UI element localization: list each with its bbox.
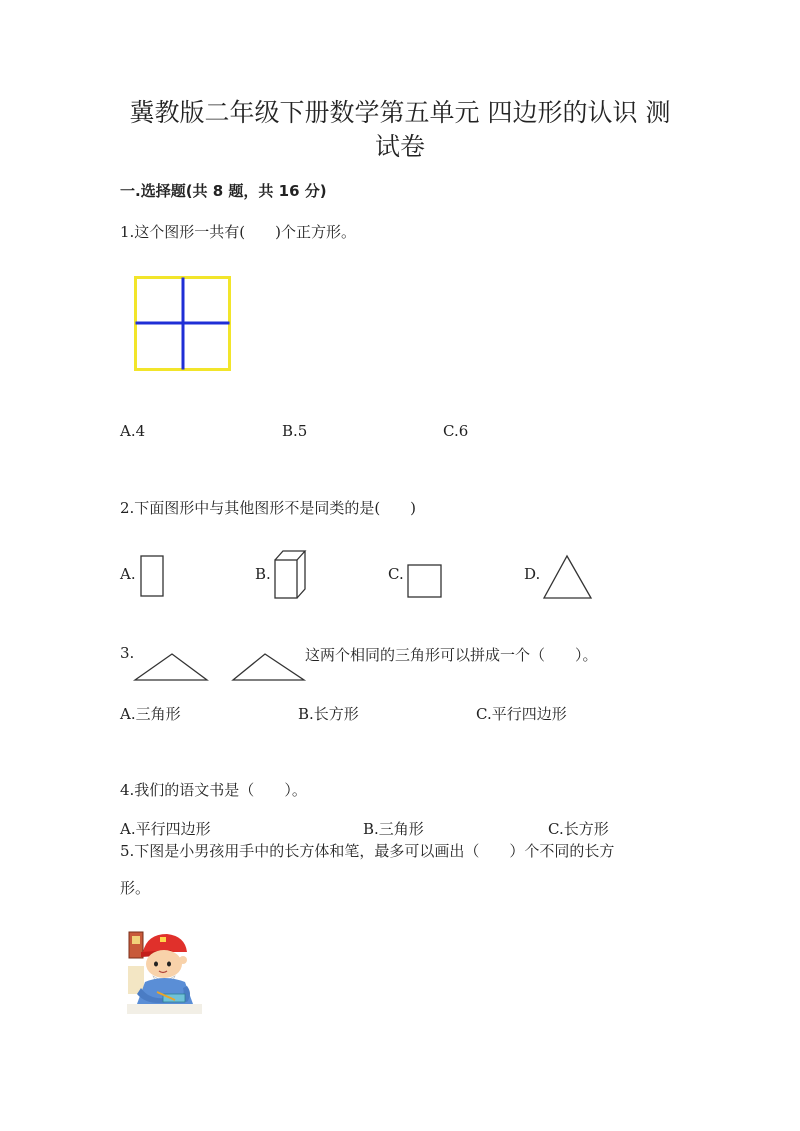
question-1-stem: 1.这个图形一共有( )个正方形。 xyxy=(120,223,357,241)
question-4-option-b[interactable]: B.三角形 xyxy=(363,820,424,838)
cuboid-icon xyxy=(274,550,307,600)
question-4-option-c[interactable]: C.长方形 xyxy=(548,820,609,838)
question-5-stem-line2: 形。 xyxy=(120,879,151,897)
triangle-icon xyxy=(543,555,593,600)
question-1-option-c[interactable]: C.6 xyxy=(443,422,469,440)
question-3-option-b[interactable]: B.长方形 xyxy=(298,705,359,723)
question-4-stem: 4.我们的语文书是（ ）。 xyxy=(120,781,307,799)
page-title-line2: 试卷 xyxy=(374,132,425,161)
question-2-option-b[interactable]: B. xyxy=(255,565,271,583)
square-divided-in-four-icon xyxy=(134,276,232,372)
square-icon xyxy=(407,564,443,599)
question-1-option-a[interactable]: A.4 xyxy=(120,422,146,440)
question-1-option-b[interactable]: B.5 xyxy=(282,422,308,440)
page-title-line1: 冀教版二年级下册数学第五单元 四边形的认识 测 xyxy=(129,98,671,127)
rectangle-icon xyxy=(140,555,165,598)
question-3-number: 3. xyxy=(120,644,135,662)
question-2-option-d[interactable]: D. xyxy=(524,565,541,583)
question-3-option-c[interactable]: C.平行四边形 xyxy=(476,705,567,723)
question-2-option-a[interactable]: A. xyxy=(120,565,136,583)
question-2-stem: 2.下面图形中与其他图形不是同类的是( ) xyxy=(120,499,417,517)
question-3-option-a[interactable]: A.三角形 xyxy=(120,705,181,723)
question-2-option-c[interactable]: C. xyxy=(388,565,404,583)
two-triangles-icon xyxy=(134,652,306,682)
section-header: 一.选择题(共 8 题，共 16 分) xyxy=(120,182,327,200)
question-5-stem-line1: 5.下图是小男孩用手中的长方体和笔，最多可以画出（ ）个不同的长方 xyxy=(120,842,615,860)
question-3-stem: 这两个相同的三角形可以拼成一个（ ）。 xyxy=(305,646,598,664)
question-4-option-a[interactable]: A.平行四边形 xyxy=(120,820,211,838)
boy-drawing-illustration xyxy=(127,928,202,1014)
